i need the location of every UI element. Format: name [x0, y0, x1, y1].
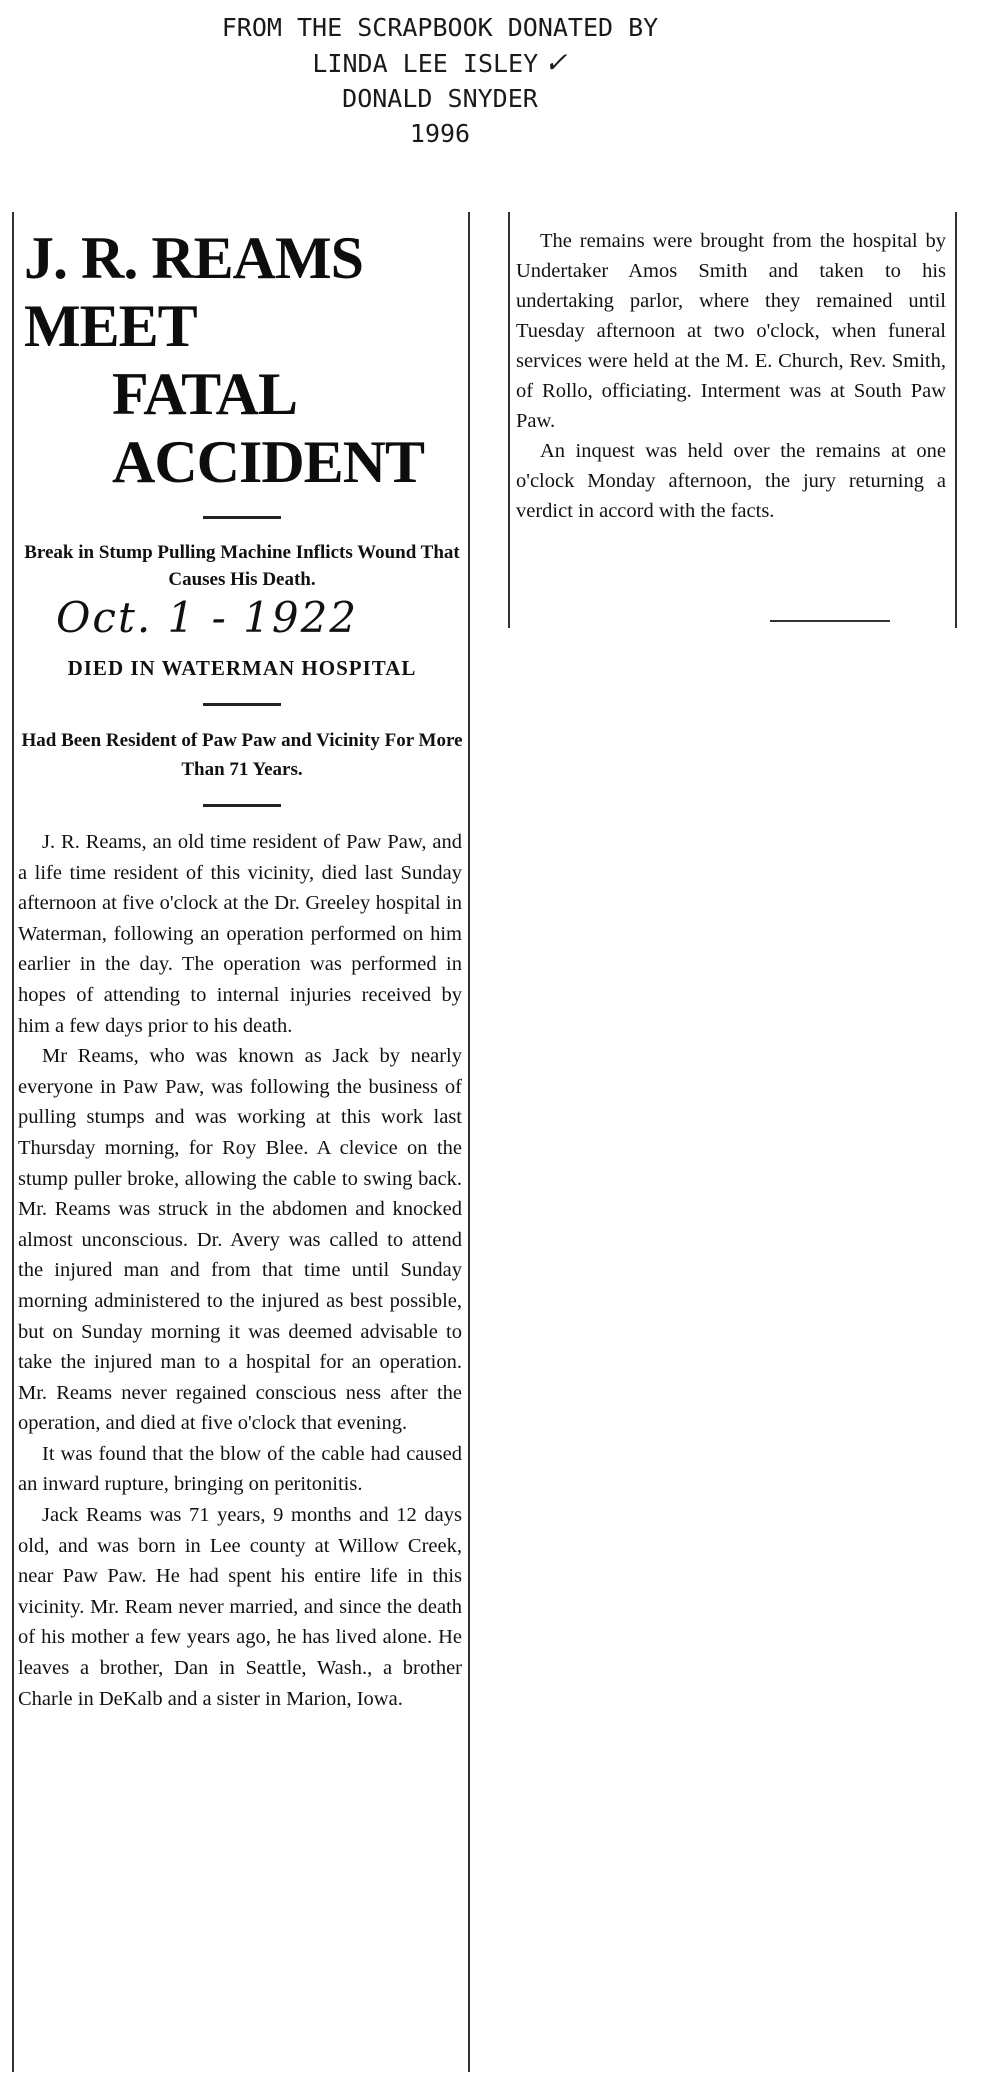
column-1-left-rule [12, 212, 14, 2072]
scrapbook-header-line-3: DONALD SNYDER [342, 84, 538, 113]
column-2-right-rule [955, 212, 957, 628]
deck-2: Had Been Resident of Paw Paw and Vicinity For More Than 71 Years. [21, 730, 463, 780]
headline-line-2: FATAL ACCIDENT [112, 361, 425, 495]
article-body [18, 827, 462, 1714]
paragraph: Jack Reams was 71 years, 9 months and 12 days old, and was born in Lee county at Willow Creek, near Paw Paw. He had spent his entire life in this vicinity. Mr. Ream never married, and since the death of his mother a few years ago, he has lived alone. He leaves a brother, Dan in Seattle, Wash., a brother Charle in DeKalb and a sister in Marion, Iowa. [18, 1504, 462, 1710]
paragraph: Mr Reams, who was known as Jack by nearly everyone in Paw Paw, was following the business of pulling stumps and was working at this work last Thursday morning, for Roy Blee. A clevice on the stump puller broke, allowing the cable to swing back. Mr. Reams was struck in the abdomen and knocked almost unconscious. Dr. Avery was called to attend the injured man and from that time until Sunday morning administered to the injured as best possible, but on Sunday morning it was deemed advisable to take the injured man to a hospital for an operation. Mr. Reams never regained conscious ness after the operation, and died at five o'clock that evening. [18, 1045, 462, 1435]
headline [16, 224, 468, 496]
article-column-1 [16, 212, 468, 2072]
column-1-right-rule [468, 212, 470, 2072]
scrapbook-header-line-2 [0, 45, 880, 81]
paragraph: The remains were brought from the hospital by Undertaker Amos Smith and taken to his undertaking parlor, where they remained until Tuesday afternoon at two o'clock, when funeral services were held at the M. E. Church, Rev. Smith, of Rollo, officiating. Interment was at South Paw Paw. [516, 230, 946, 432]
check-mark: ✓ [544, 46, 568, 79]
scrapbook-header-line-1: FROM THE SCRAPBOOK DONATED BY [221, 13, 659, 42]
article-column-2 [512, 212, 950, 526]
column-2-left-rule [508, 212, 510, 628]
paragraph: An inquest was held over the remains at one o'clock Monday afternoon, the jury returning a verdict in accord with the facts. [516, 440, 946, 522]
donor-name-1: LINDA LEE ISLEY [312, 49, 539, 78]
paragraph: J. R. Reams, an old time resident of Paw Paw, and a life time resident of this vicinity, died last Sunday afternoon at five o'clock at the Dr. Greeley hospital in Waterman, following an operation performed on him earlier in the day. The operation was performed in hopes of attending to internal injuries received by him a few days prior to his death. [18, 831, 462, 1037]
divider-rule [203, 703, 281, 706]
deck-1: Break in Stump Pulling Machine Inflicts Wound That Causes His Death. [24, 542, 460, 590]
divider-rule [203, 804, 281, 807]
headline-line-1: J. R. REAMS MEET [24, 225, 364, 359]
divider-rule [203, 516, 281, 519]
scrapbook-header-year: 1996 [409, 119, 471, 148]
handwritten-date: Oct. 1 - 1922 [56, 593, 359, 642]
paragraph: It was found that the blow of the cable had caused an inward rupture, bringing on peritonitis. [18, 1442, 462, 1496]
scrapbook-header [0, 10, 880, 151]
article-body-continued [516, 226, 946, 526]
column-2-bottom-rule [770, 620, 890, 622]
subhead: DIED IN WATERMAN HOSPITAL [67, 656, 417, 680]
